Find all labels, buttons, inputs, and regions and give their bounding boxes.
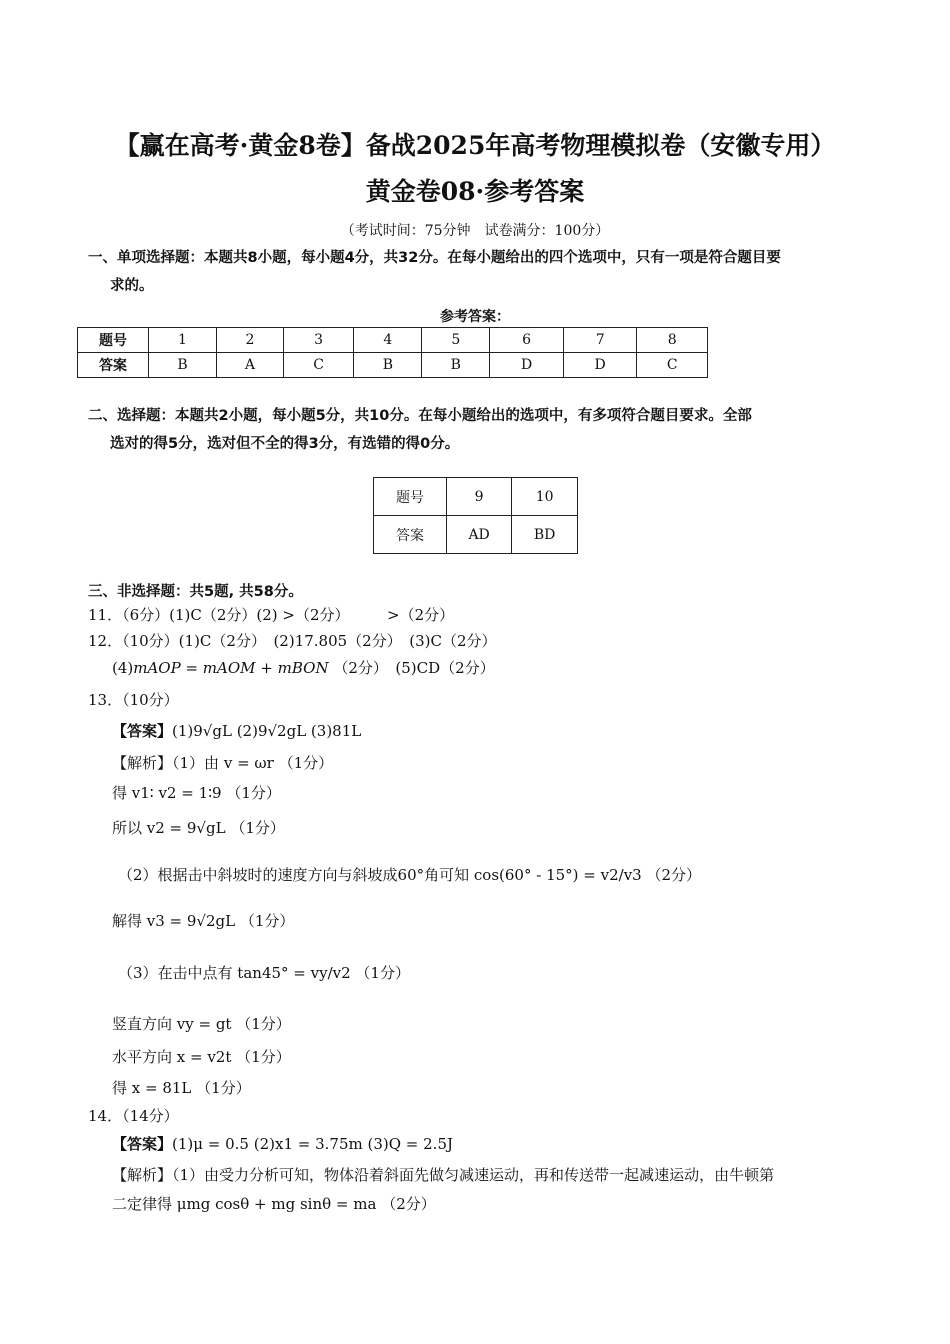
section2-heading: 二、选择题：本题共2小题，每小题5分，共10分。在每小题给出的选项中，有多项符合题目要求。全部 选对的得5分，选对但不全的得3分，有选错的得0分。 xyxy=(88,408,752,452)
q12-answer-line1: 12．（10分）(1)C（2分） (2)17.805（2分） (3)C（2分） xyxy=(88,632,497,650)
q13-analysis-9: 得 x = 81L （1分） xyxy=(112,1079,251,1097)
q14-answer: 【答案】(1)μ = 0.5 (2)x1 = 3.75m (3)Q = 2.5J xyxy=(112,1135,454,1153)
section3-heading: 三、非选择题：共5题, 共58分。 xyxy=(88,584,303,600)
paper-subtitle: 黄金卷08·参考答案 xyxy=(365,177,585,206)
q14-heading: 14．（14分） xyxy=(88,1107,179,1125)
answer-table-caption: 参考答案： xyxy=(440,309,510,325)
q13-analysis-4: （2）根据击中斜坡时的速度方向与斜坡成60°角可知 cos(60° - 15°) = v2/v3 （2分） xyxy=(118,866,702,884)
q13-analysis-5: 解得 v3 = 9√2gL （1分） xyxy=(112,912,295,930)
section1-heading: 一、单项选择题：本题共8小题，每小题4分，共32分。在每小题给出的四个选项中，只有一项是符合题目要 求的。 xyxy=(88,250,781,294)
q12-equation: mAOP = mAOM + mBON xyxy=(133,659,329,677)
paper-title: 【赢在高考·黄金8卷】备战2025年高考物理模拟卷（安徽专用） xyxy=(114,131,836,160)
table-row: 答案 B A C B B D D C xyxy=(78,353,708,378)
exam-info: （考试时间：75分钟 试卷满分：100分） xyxy=(340,223,610,239)
q11-answer: 11．（6分）(1)C（2分）(2) >（2分） >（2分） xyxy=(88,606,455,624)
q14-analysis-2: 二定律得 μmg cosθ + mg sinθ = ma （2分） xyxy=(112,1195,436,1213)
q12-answer-line2: (4)mAOP = mAOM + mBON （2分） (5)CD（2分） xyxy=(112,659,495,677)
answer-table-single xyxy=(77,327,708,378)
table-row: 题号 1 2 3 4 5 6 7 8 xyxy=(78,328,708,353)
q13-analysis-7: 竖直方向 vy = gt （1分） xyxy=(112,1015,291,1033)
table-row: 题号 9 10 xyxy=(374,478,578,516)
q13-analysis-3: 所以 v2 = 9√gL （1分） xyxy=(112,819,285,837)
table-row: 答案 AD BD xyxy=(374,516,578,554)
q13-analysis-6: （3）在击中点有 tan45° = vy/v2 （1分） xyxy=(118,964,410,982)
q13-analysis-8: 水平方向 x = v2t （1分） xyxy=(112,1048,291,1066)
answer-table-multi xyxy=(373,477,578,554)
q13-answer: 【答案】(1)9√gL (2)9√2gL (3)81L xyxy=(112,722,362,740)
q13-heading: 13．（10分） xyxy=(88,691,179,709)
q13-analysis-2: 得 v1∶ v2 = 1∶9 （1分） xyxy=(112,784,281,802)
q14-analysis-1: 【解析】（1）由受力分析可知，物体沿着斜面先做匀减速运动，再和传送带一起减速运动，由牛顿第 xyxy=(112,1166,775,1184)
q13-analysis-1: 【解析】（1）由 v = ωr （1分） xyxy=(112,754,334,772)
